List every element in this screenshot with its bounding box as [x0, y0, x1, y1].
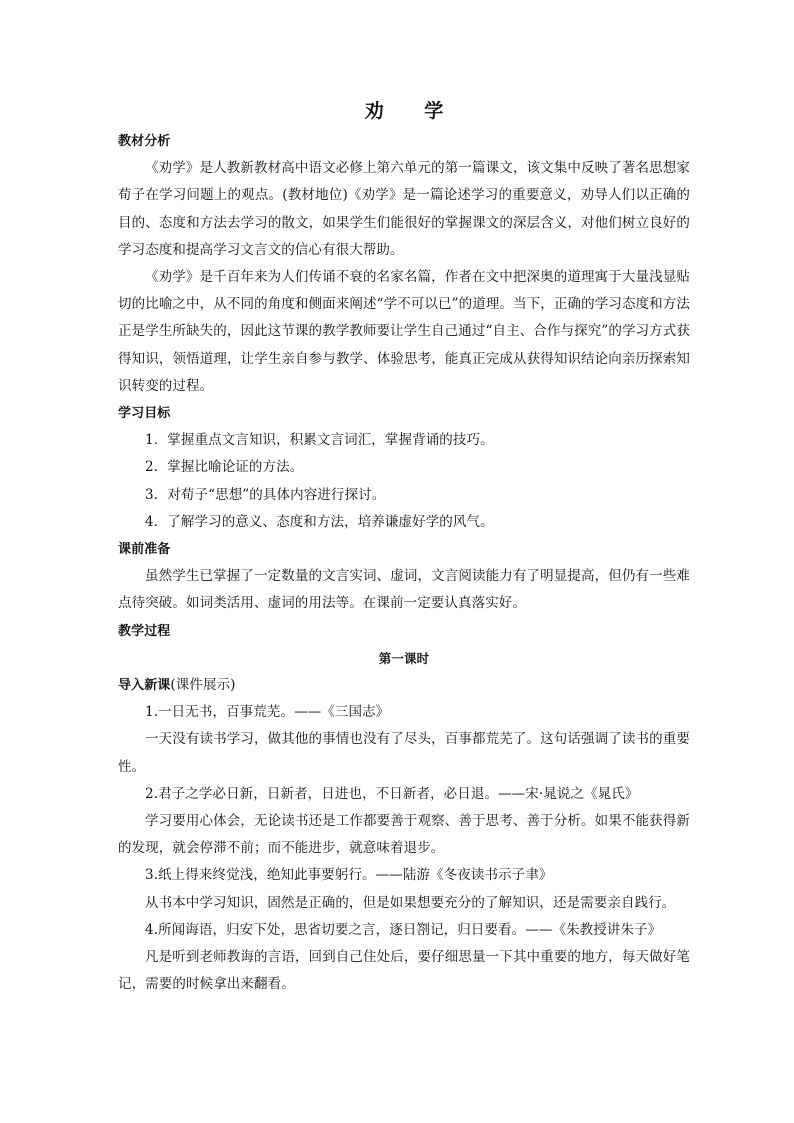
quote-2-explanation: 学习要用心体会，无论读书还是工作都要善于观察、善于思考、善于分析。如果不能获得新的发现，就会停滞不前；而不能进步，就意味着退步。 — [118, 813, 690, 857]
quote-4: 4.所闻诲语，归安下处，思省切要之言，逐日劄记，归日要看。——《朱教授讲朱子》 — [145, 921, 662, 938]
section-heading-prep: 课前准备 — [118, 542, 171, 558]
goal-item-2: 2．掌握比喻论证的方法。 — [145, 459, 304, 476]
lesson-title: 第一课时 — [378, 650, 430, 666]
quote-3: 3.纸上得来终觉浅，绝知此事要躬行。——陆游《冬夜读书示子聿》 — [145, 867, 553, 884]
goal-item-4: 4．了解学习的意义、态度和方法，培养谦虚好学的风气。 — [145, 513, 494, 530]
analysis-paragraph-2: 《劝学》是千百年来为人们传诵不衰的名家名篇，作者在文中把深奥的道理寓于大量浅显贴切的比喻之中，从不同的角度和侧面来阐述“学不可以已”的道理。当下，正确的学习态度和方法正是学生所缺失的，因此这节课的教学教师要让学生自己通过“自主、合作与探究”的学习方式获得知识，领悟道理，让学生亲自参与教学、体验思考，能真正完成从获得知识结论向亲历探索知识转变的过程。 — [118, 269, 690, 394]
intro-heading-line — [118, 672, 690, 699]
document-body — [118, 96, 690, 999]
goal-item-1: 1．掌握重点文言知识，积累文言词汇，掌握背诵的技巧。 — [145, 432, 494, 449]
quote-1-explanation: 一天没有读书学习，做其他的事情也没有了尽头，百事都荒芜了。这句话强调了读书的重要性。 — [118, 731, 690, 775]
prep-paragraph: 虽然学生已掌握了一定数量的文言实词、虚词，文言阅读能力有了明显提高，但仍有一些难点待突破。如词类活用、虚词的用法等。在课前一定要认真落实好。 — [118, 568, 690, 612]
quote-4-explanation: 凡是听到老师教诲的言语，回到自己住处后，要仔细思量一下其中重要的地方，每天做好笔记，需要的时候拿出来翻看。 — [118, 949, 690, 993]
intro-note: (课件展示) — [170, 677, 236, 694]
quote-2: 2.君子之学必日新，日新者，日进也，不日新者，必日退。——宋·晁说之《晁氏》 — [145, 785, 639, 802]
quote-3-explanation: 从书本中学习知识，固然是正确的，但是如果想要充分的了解知识，还是需要亲自践行。 — [145, 894, 676, 911]
quote-1: 1.一日无书，百事荒芜。——《三国志》 — [145, 704, 390, 721]
section-heading-goals: 学习目标 — [118, 406, 171, 422]
section-heading-process: 教学过程 — [118, 623, 171, 639]
goal-item-3: 3．对荀子“思想”的具体内容进行探讨。 — [145, 486, 386, 503]
analysis-paragraph-1: 《劝学》是人教新教材高中语文必修上第六单元的第一篇课文，该文集中反映了著名思想家荀子在学习问题上的观点。(教材地位)《劝学》是一篇论述学习的重要意义，劝导人们以正确的目的、态度和方法去学习的散文，如果学生们能很好的掌握课文的深层含义，对他们树立良好的学习态度和提高学习文言文的信心有很大帮助。 — [118, 160, 690, 258]
document-title: 劝 学 — [364, 100, 461, 122]
section-heading-analysis: 教材分析 — [118, 134, 171, 149]
intro-heading: 导入新课 — [118, 678, 171, 694]
